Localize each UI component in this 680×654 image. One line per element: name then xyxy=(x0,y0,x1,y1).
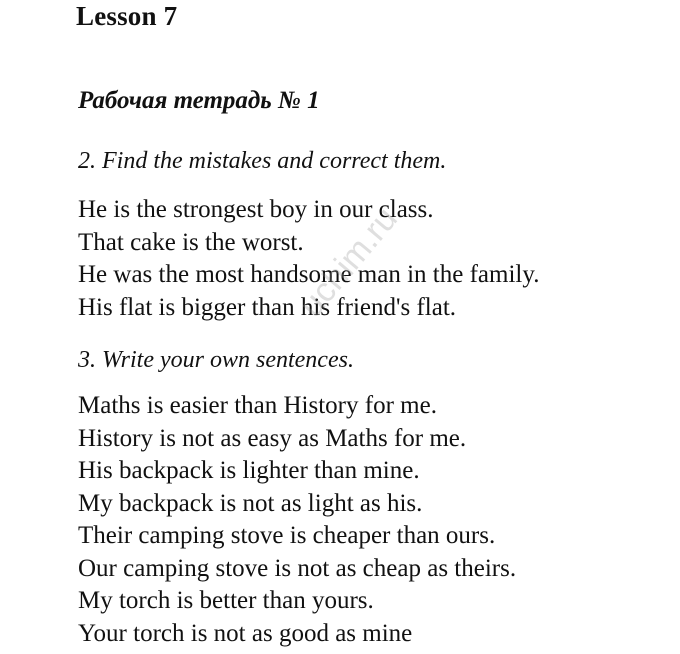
exercise-3-answers xyxy=(78,390,516,650)
answer-line: His backpack is lighter than mine. xyxy=(78,457,420,484)
answer-line: Maths is easier than History for me. xyxy=(78,392,437,419)
answer-line: Their camping stove is cheaper than ours. xyxy=(78,522,496,549)
workbook-title: Рабочая тетрадь № 1 xyxy=(78,87,320,114)
answer-line: Our camping stove is not as cheap as theirs. xyxy=(78,554,517,582)
lesson-title: Lesson 7 xyxy=(76,1,178,31)
watermark: uchim.ru xyxy=(292,200,405,325)
answer-line: History is not as easy as Maths for me. xyxy=(78,424,467,452)
answer-line: Your torch is not as good as mine xyxy=(78,619,413,647)
answer-line: My backpack is not as light as his. xyxy=(78,489,423,517)
answer-line: My torch is better than yours. xyxy=(78,587,374,614)
exercise-2-heading: 2. Find the mistakes and correct them. xyxy=(78,148,447,174)
answer-line: That cake is the worst. xyxy=(78,228,304,256)
exercise-2-answers xyxy=(78,194,539,324)
answer-line: He is the strongest boy in our class. xyxy=(78,196,434,223)
answer-line: His flat is bigger than his friend's flat. xyxy=(78,293,457,321)
answer-line: He was the most handsome man in the family. xyxy=(78,261,540,288)
exercise-3-heading: 3. Write your own sentences. xyxy=(78,347,354,373)
